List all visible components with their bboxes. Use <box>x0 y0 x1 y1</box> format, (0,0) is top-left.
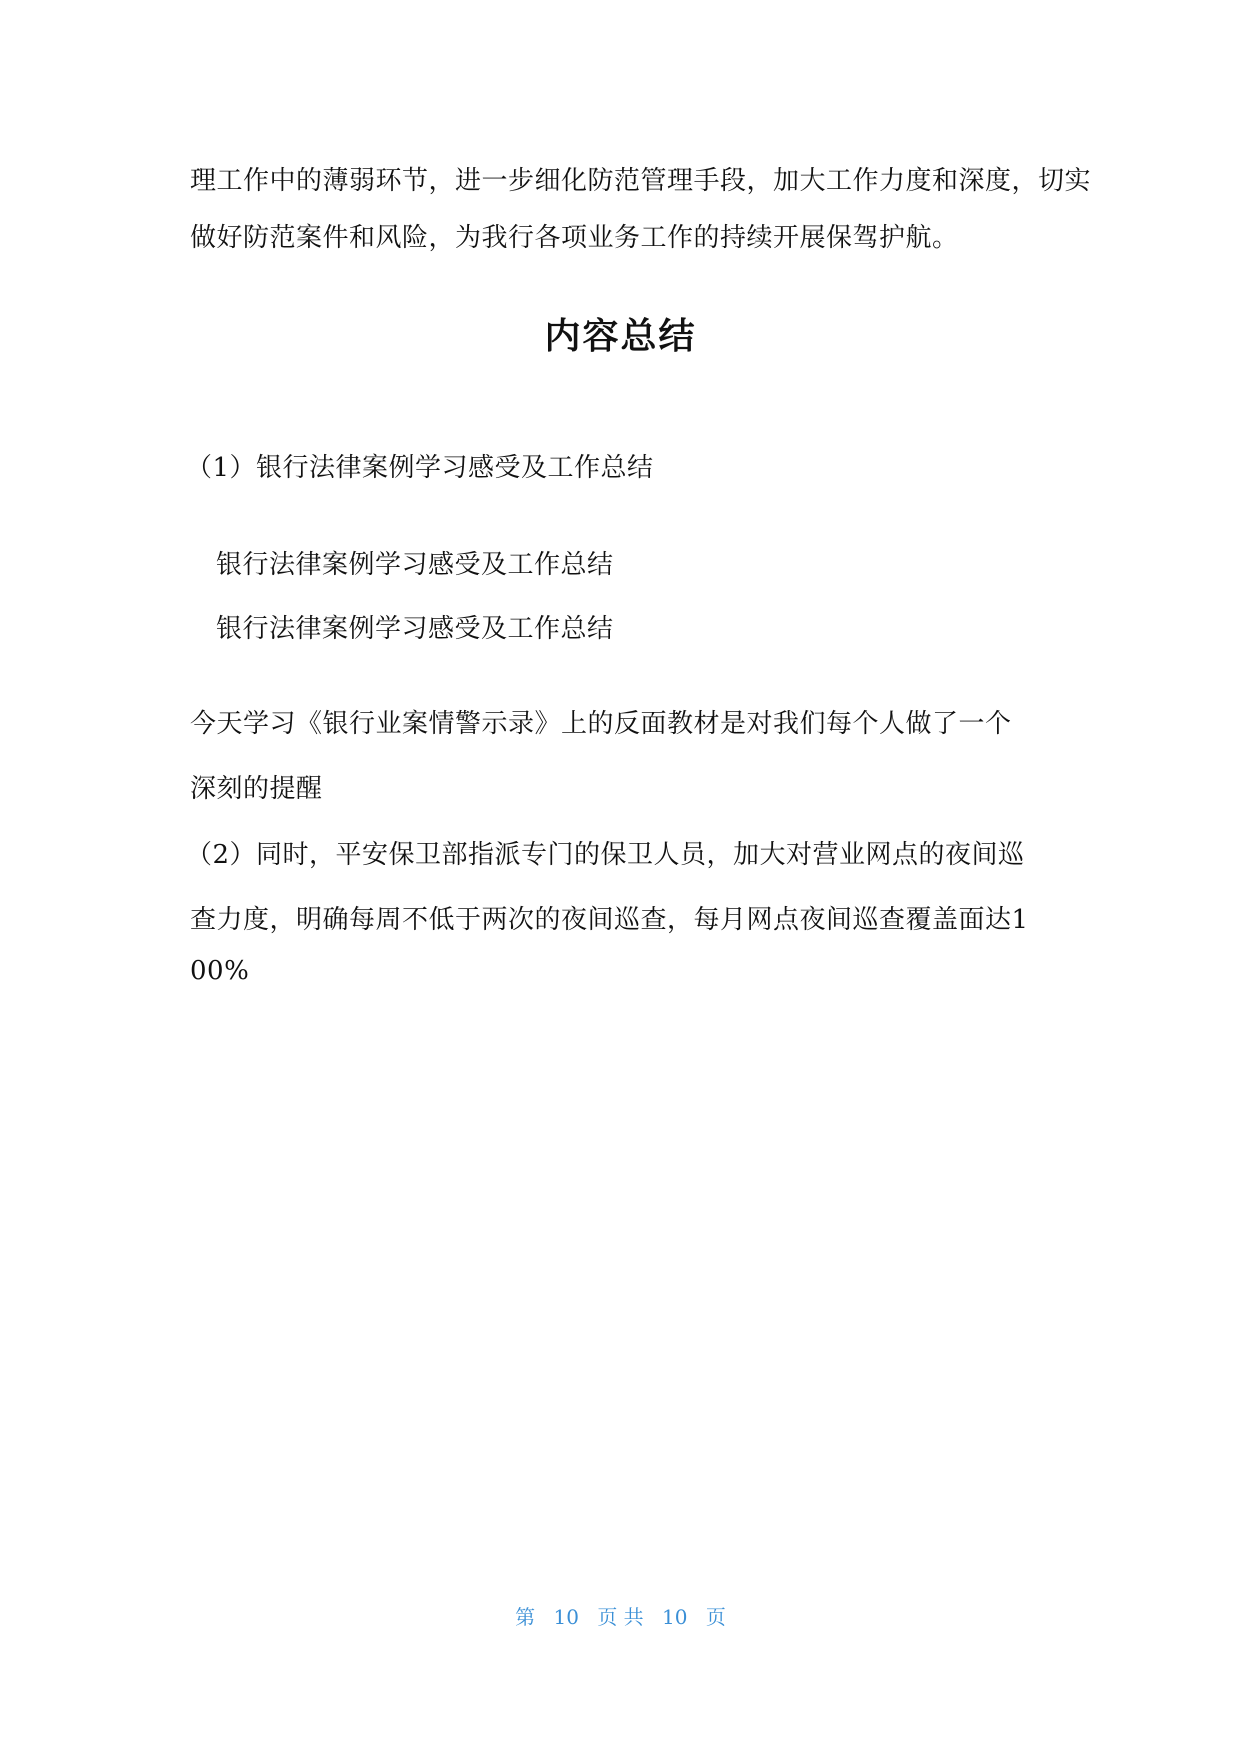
footer-middle: 页 共 <box>597 1605 644 1629</box>
footer-current-page: 10 <box>553 1605 579 1629</box>
page-footer <box>0 1604 1241 1630</box>
item2-line-1: （2）同时，平安保卫部指派专门的保卫人员，加大对营业网点的夜间巡 <box>186 840 1025 870</box>
footer-total-pages: 10 <box>662 1605 688 1629</box>
paragraph-line-2: 深刻的提醒 <box>190 774 323 804</box>
summary-title: 内容总结 <box>544 316 697 357</box>
item2-line-2: 查力度，明确每周不低于两次的夜间巡查，每月网点夜间巡查覆盖面达1 <box>190 905 1029 935</box>
item1-sub-line-1: 银行法律案例学习感受及工作总结 <box>216 550 614 580</box>
intro-line-1: 理工作中的薄弱环节，进一步细化防范管理手段，加大工作力度和深度，切实 <box>190 166 1092 196</box>
paragraph-line-1: 今天学习《银行业案情警示录》上的反面教材是对我们每个人做了一个 <box>190 709 1012 739</box>
item1-heading: （1）银行法律案例学习感受及工作总结 <box>186 453 654 483</box>
item1-sub-line-2: 银行法律案例学习感受及工作总结 <box>216 614 614 644</box>
item2-line-3: 00% <box>190 956 250 986</box>
footer-suffix: 页 <box>705 1605 726 1629</box>
intro-line-2: 做好防范案件和风险，为我行各项业务工作的持续开展保驾护航。 <box>190 223 959 253</box>
footer-prefix: 第 <box>515 1605 536 1629</box>
